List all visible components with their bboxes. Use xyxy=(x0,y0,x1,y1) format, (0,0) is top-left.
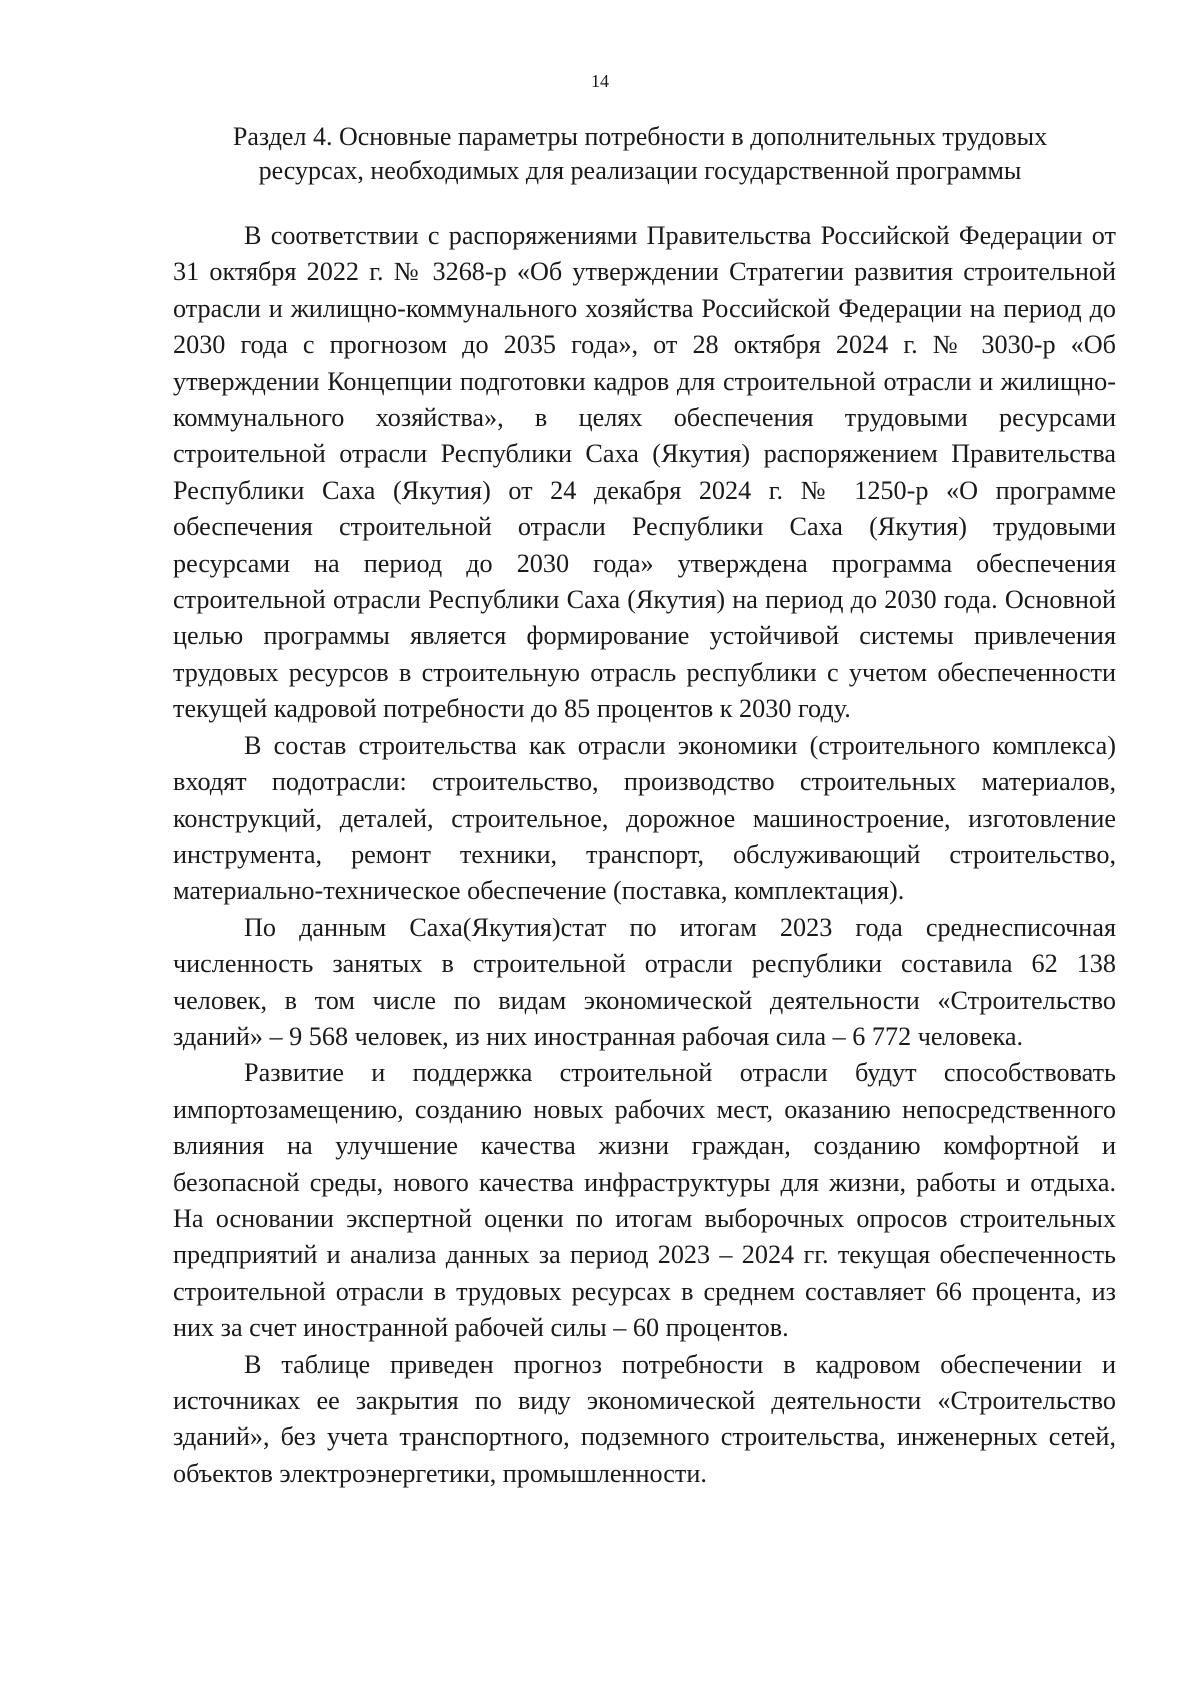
paragraph-employment-statistics: По данным Саха(Якутия)стат по итогам 2023 года среднесписочная численность занятых в строительной отрасли республики составила 62 138 человек, в том числе по видам экономической деятельности «Строительство зданий» – 9 568 человек, из них иностранная рабочая сила – 6 772 человека. xyxy=(173,912,1116,1051)
paragraph-industry-composition: В состав строительства как отрасли экономики (строительного комплекса) входят подотрасли: строительство, производство строительных материалов, конструкций, деталей, строительное, дорожное машиностроение, изготовление инструмента, ремонт техники, транспорт, обслуживающий строительство, материально-техническое обеспечение (поставка, комплектация). xyxy=(173,730,1116,906)
paragraph-legal-basis: В соответствии с распоряжениями Правительства Российской Федерации от 31 октября 2022 г. № 3268-р «Об утверждении Стратегии развития строительной отрасли и жилищно-коммунального хозяйства Российской Федерации на период до 2030 года с прогнозом до 2035 года», от 28 октября 2024 г. № 3030-р «Об утверждении Концепции подготовки кадров для строительной отрасли и жилищно-коммунального хозяйства», в целях обеспечения трудовыми ресурсами строительной отрасли Республики Саха (Якутия) распоряжением Правительства Республики Саха (Якутия) от 24 декабря 2024 г. № 1250-р «О программе обеспечения строительной отрасли Республики Саха (Якутия) трудовыми ресурсами на период до 2030 года» утверждена программа обеспечения строительной отрасли Республики Саха (Якутия) на период до 2030 года. Основной целью программы является формирование устойчивой системы привлечения трудовых ресурсов в строительную отрасль республики с учетом обеспеченности текущей кадровой потребности до 85 процентов к 2030 году. xyxy=(173,221,1116,724)
section-title xyxy=(180,120,1100,188)
document-body xyxy=(173,218,1116,1492)
section-title-line-1: Раздел 4. Основные параметры потребности в дополнительных трудовых xyxy=(232,122,1048,151)
page-number: 14 xyxy=(591,71,609,91)
paragraph-table-reference: В таблице приведен прогноз потребности в кадровом обеспечении и источниках ее закрытия по виду экономической деятельности «Строительство зданий», без учета транспортного, подземного строительства, инженерных сетей, объектов электроэнергетики, промышленности. xyxy=(173,1349,1116,1488)
section-title-line-2: ресурсах, необходимых для реализации государственной программы xyxy=(258,156,1022,185)
paragraph-development-assessment: Развитие и поддержка строительной отрасли будут способствовать импортозамещению, созданию новых рабочих мест, оказанию непосредственного влияния на улучшение качества жизни граждан, созданию комфортной и безопасной среды, нового качества инфраструктуры для жизни, работы и отдыха. На основании экспертной оценки по итогам выборочных опросов строительных предприятий и анализа данных за период 2023 – 2024 гг. текущая обеспеченность строительной отрасли в трудовых ресурсах в среднем составляет 66 процента, из них за счет иностранной рабочей силы – 60 процентов. xyxy=(173,1058,1116,1343)
